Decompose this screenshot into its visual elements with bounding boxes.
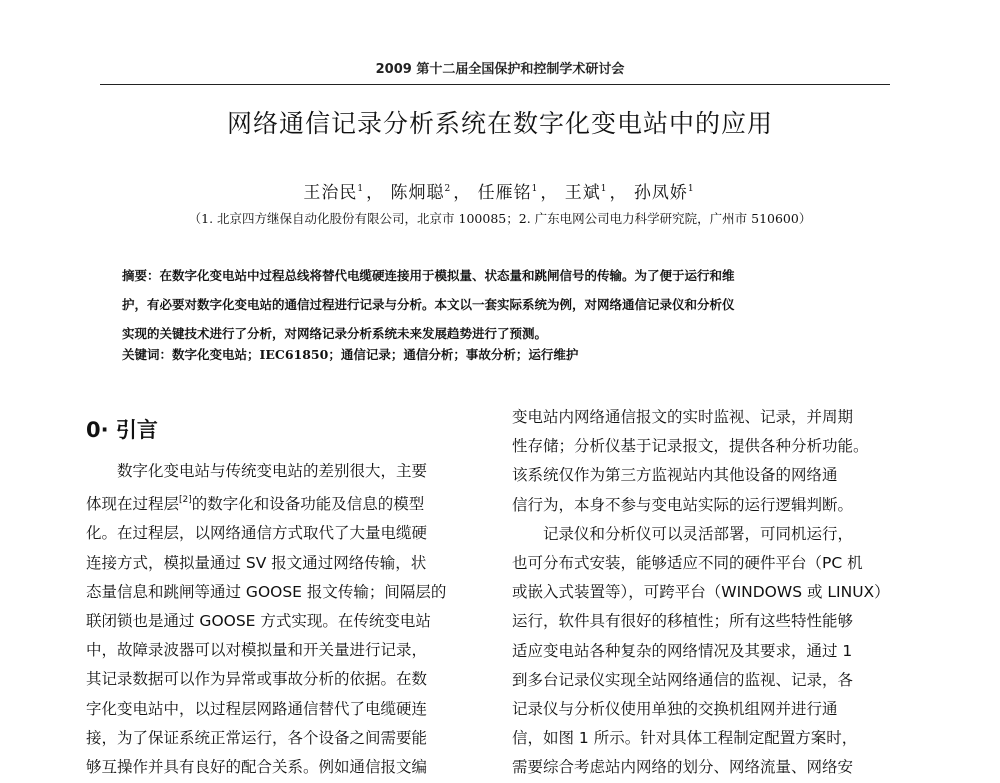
body-line: 其记录数据可以作为异常或事故分析的依据。在数: [86, 670, 428, 689]
keywords: [122, 345, 874, 363]
conference-header: 2009 第十二届全国保护和控制学术研讨会: [375, 62, 625, 77]
author-name: 任雁铭: [477, 183, 532, 203]
body-text: 的数字化和设备功能及信息的模型: [191, 495, 425, 514]
author-affil-mark: 2: [444, 184, 452, 194]
abstract-line: 实现的关键技术进行了分析，对网络记录分析系统未来发展趋势进行了预测。: [122, 326, 548, 341]
author-name: 王斌: [564, 183, 601, 203]
body-line: 记录仪与分析仪使用单独的交换机组网并进行通: [512, 700, 838, 719]
abstract-text: 在数字化变电站中过程总线将替代电缆硬连接用于模拟量、状态量和跳闸信号的传输。为了便于运行和维: [159, 268, 735, 283]
body-line: 中，故障录波器可以对模拟量和开关量进行记录，: [86, 641, 428, 660]
author-name: 陈炯聪: [390, 183, 445, 203]
body-line: 联闭锁也是通过 GOOSE 方式实现。在传统变电站: [86, 612, 431, 631]
header-rule: [100, 84, 890, 85]
body-line: 或嵌入式装置等），可跨平台（WINDOWS 或 LINUX）: [512, 583, 890, 602]
author-name: 孙凤娇: [633, 183, 688, 203]
body-line: 字化变电站中，以过程层网路通信替代了电缆硬连: [86, 699, 428, 718]
body-line: 信，如图 1 所示。针对具体工程制定配置方案时，: [512, 729, 858, 748]
body-line: 变电站内网络通信报文的实时监视、记录，并周期: [512, 408, 854, 426]
body-line: 数字化变电站与传统变电站的差别很大，主要: [86, 462, 428, 480]
body-line: 性存储；分析仪基于记录报文，提供各种分析功能。: [512, 437, 869, 456]
body-line: 适应变电站各种复杂的网络情况及其要求，通过 1: [512, 641, 853, 660]
body-text: 体现在过程层: [86, 495, 180, 514]
body-line: 到多台记录仪实现全站网络通信的监视、记录，各: [512, 670, 854, 689]
body-line: 态量信息和跳闸等通过 GOOSE 报文传输；间隔层的: [86, 582, 447, 601]
keywords-text: 数字化变电站；IEC61850；通信记录；通信分析；事故分析；运行维护: [172, 347, 579, 362]
body-line: 化。在过程层，以网络通信方式取代了大量电缆硬: [86, 524, 428, 543]
body-line: 信行为，本身不参与变电站实际的运行逻辑判断。: [512, 495, 854, 514]
keywords-label: 关键词：: [122, 347, 173, 362]
author-affil-mark: 1: [357, 184, 365, 194]
body-line: 连接方式，模拟量通过 SV 报文通过网络传输，状: [86, 553, 427, 572]
citation-ref: [2]: [179, 495, 192, 506]
abstract-line: [122, 261, 874, 290]
abstract: [122, 261, 874, 348]
body-line: [86, 486, 486, 519]
author-affil-mark: 1: [531, 184, 539, 194]
body-line: 需要综合考虑站内网络的划分、网络流量、网络安: [512, 758, 854, 777]
affiliations: （1. 北京四方继保自动化股份有限公司，北京市 100085；2. 广东电网公司电力科学研究院，广州市 510600）: [188, 211, 812, 226]
body-line: 接，为了保证系统正常运行，各个设备之间需要能: [86, 728, 428, 747]
abstract-line: 护，有必要对数字化变电站的通信过程进行记录与分析。本文以一套实际系统为例，对网络通信记录仪和分析仪: [122, 297, 735, 312]
author-affil-mark: 1: [600, 184, 608, 194]
left-column: [86, 457, 486, 782]
right-column: [512, 403, 912, 783]
author-name: 王治民: [303, 183, 358, 203]
author-list: 王治民$^1$ ， 陈炯聪$^2$ ， 任雁铭$^1$ ， 王斌$^1$ ， 孙凤娇$^1$: [303, 183, 695, 203]
author-affil-mark: 1: [687, 184, 695, 194]
body-line: 该系统仅作为第三方监视站内其他设备的网络通: [512, 466, 838, 485]
abstract-label: 摘要：: [122, 268, 160, 283]
body-line: 够互操作并具有良好的配合关系。例如通信报文编: [86, 758, 428, 777]
paper-title: 网络通信记录分析系统在数字化变电站中的应用: [226, 109, 773, 138]
section-heading: 0· 引言: [86, 418, 158, 442]
body-line: 记录仪和分析仪可以灵活部署，可同机运行，: [512, 524, 854, 543]
body-line: 运行，软件具有很好的移植性；所有这些特性能够: [512, 612, 854, 631]
body-line: 也可分布式安装，能够适应不同的硬件平台（PC 机: [512, 554, 863, 573]
